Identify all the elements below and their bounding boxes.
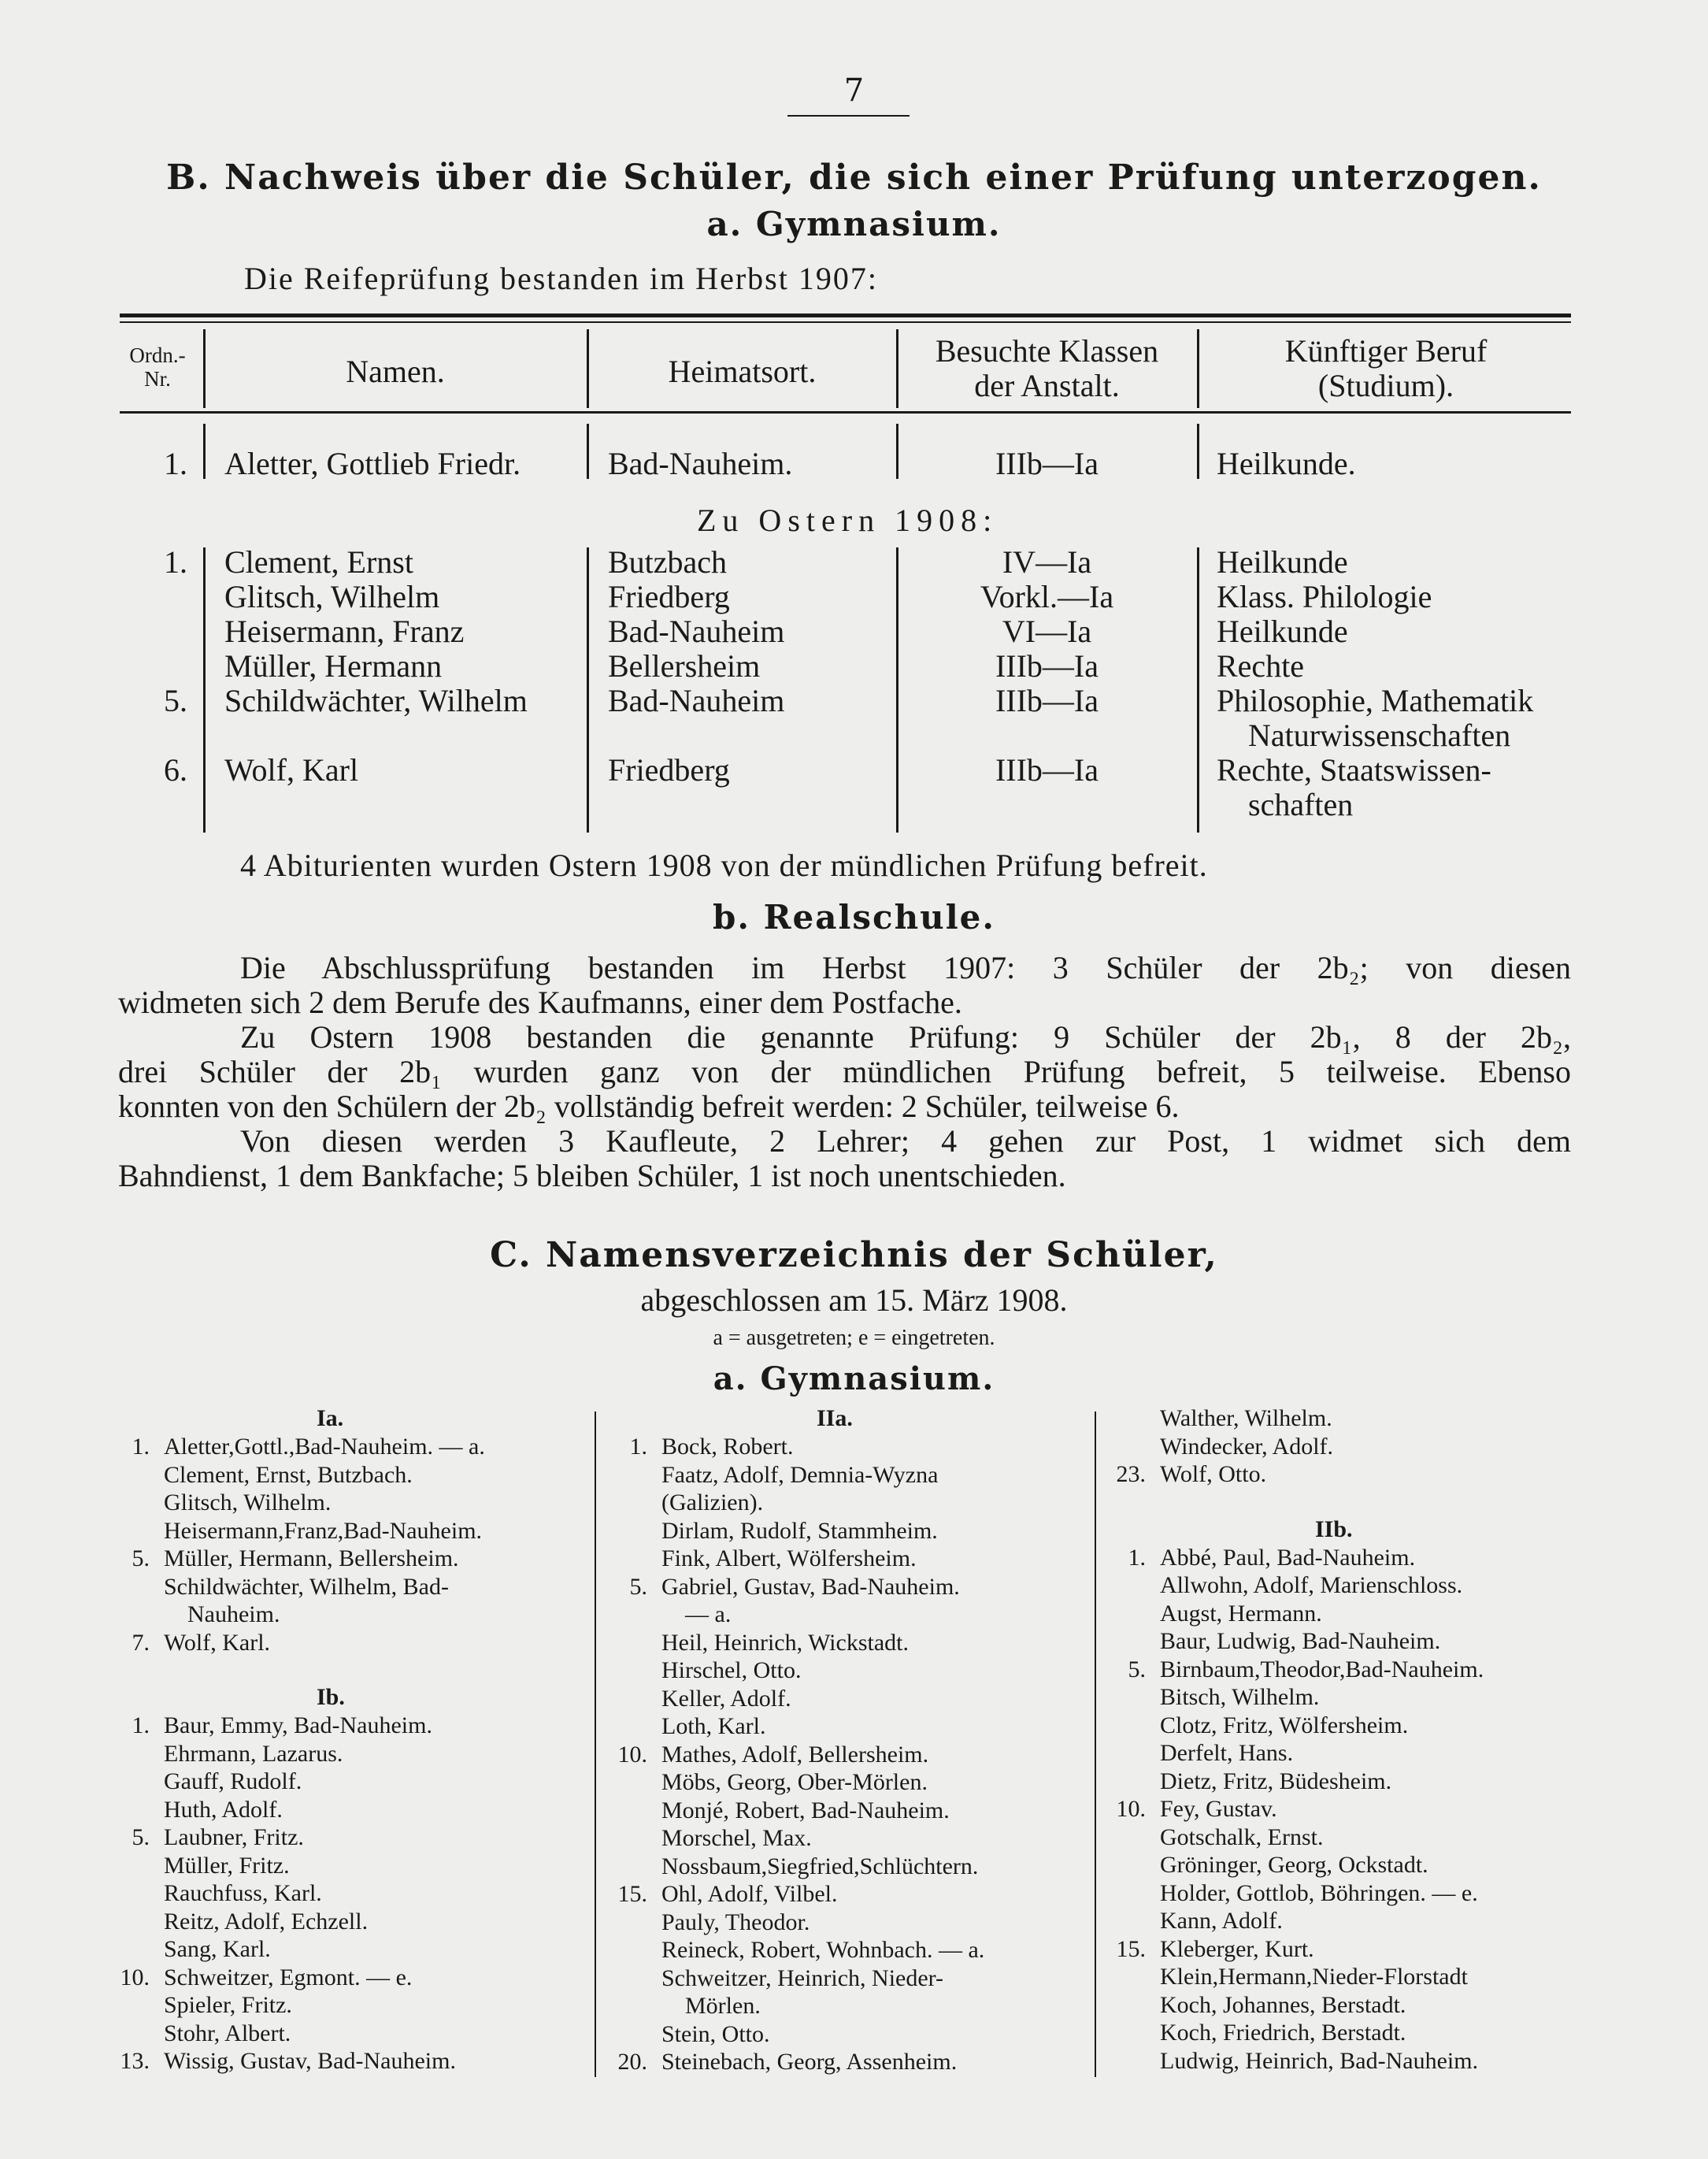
list-item (608, 1601, 1080, 1629)
list-item (110, 1908, 583, 1936)
list-item (1106, 1879, 1579, 1908)
ostern-sep-1 (203, 547, 206, 833)
real-line-2: widmeten sich 2 dem Berufe des Kaufmanns, einer dem Postfache. (118, 985, 962, 1020)
list-item-text: Heil, Heinrich, Wickstadt. (661, 1629, 909, 1656)
real-line-7: Bahndienst, 1 dem Bankfache; 5 bleiben Schüler, 1 ist noch unentschieden. (118, 1158, 1066, 1193)
list-item (110, 2047, 583, 2076)
list-item-text: Gauff, Rudolf. (164, 1768, 302, 1794)
list-item-number: 5. (132, 1824, 150, 1850)
list-item (110, 1545, 583, 1573)
list-item-text: Koch, Johannes, Berstadt. (1160, 1991, 1406, 2018)
list-item-number: 13. (120, 2048, 150, 2074)
list-item (608, 1992, 1080, 2020)
list-item-text: Gröninger, Georg, Ockstadt. (1160, 1852, 1428, 1878)
list-item (608, 2020, 1080, 2049)
name-list-col3 (1106, 1404, 1579, 2075)
list-item-number: 20. (617, 2049, 647, 2075)
list-item-text: Huth, Adolf. (164, 1796, 283, 1823)
list-item (110, 1740, 583, 1768)
herbst-klassen: IIIb—Ia (995, 446, 1099, 481)
list-item (608, 1768, 1080, 1797)
list-item-text: Dietz, Fritz, Büdesheim. (1160, 1768, 1392, 1794)
real-line-5: konnten von den Schülern der 2b₂ vollständig befreit werden: 2 Schüler, teilweise 6. (118, 1089, 1180, 1124)
ostern-sep-3 (896, 547, 898, 833)
list-item-number: 10. (1116, 1796, 1146, 1822)
list-item (1106, 1683, 1579, 1712)
class-heading: IIb. (1315, 1515, 1353, 1542)
list-item-text: Steinebach, Georg, Assenheim. (661, 2049, 958, 2075)
list-item (608, 1517, 1080, 1545)
list-item-text: Fey, Gustav. (1160, 1796, 1277, 1822)
list-gap (110, 1656, 583, 1683)
list-item-text: Ludwig, Heinrich, Bad-Nauheim. (1160, 2047, 1479, 2074)
list-item (110, 1712, 583, 1740)
list-item-text: Mörlen. (661, 1993, 761, 2019)
list-item (608, 1433, 1080, 1461)
section-c-title: C. Namensverzeichnis der Schüler, (490, 1235, 1218, 1275)
row-sep-3 (896, 424, 898, 479)
list-item (1106, 1935, 1579, 1964)
list-item-text: Wissig, Gustav, Bad-Nauheim. (164, 2048, 456, 2074)
list-item (110, 1573, 583, 1601)
col-sep-2 (587, 329, 589, 408)
list-item (608, 2048, 1080, 2076)
list-item (1106, 1823, 1579, 1852)
list-item-text: Schweitzer, Heinrich, Nieder- (661, 1964, 944, 1991)
list-item-text: Bock, Robert. (661, 1434, 794, 1460)
list-item (608, 1461, 1080, 1489)
list-item-text: Baur, Emmy, Bad-Nauheim. (164, 1712, 432, 1738)
section-c-legend: a = ausgetreten; e = eingetreten. (713, 1326, 995, 1350)
list-item (608, 1880, 1080, 1909)
list-item-text: Pauly, Theodor. (661, 1909, 810, 1935)
abiturienten-note: 4 Abiturienten wurden Ostern 1908 von der mündlichen Prüfung befreit. (240, 848, 1208, 883)
col-divider-2 (1095, 1412, 1096, 2077)
list-item-number: 1. (132, 1434, 150, 1460)
list-item-number: 1. (1128, 1544, 1146, 1571)
list-item-text: Fink, Albert, Wölfersheim. (661, 1545, 917, 1571)
ostern-nr-1: 1. (164, 544, 187, 580)
list-item (608, 1629, 1080, 1657)
table-top-rule-thin (120, 321, 1571, 323)
list-item-text: Müller, Fritz. (164, 1852, 290, 1879)
ostern-klassen-5: IIIb—Ia (995, 683, 1099, 718)
list-item-text: Allwohn, Adolf, Marienschloss. (1160, 1572, 1463, 1598)
list-item-text: Heisermann,Franz,Bad-Nauheim. (164, 1517, 483, 1544)
list-item-number: 10. (617, 1741, 647, 1768)
ostern-beruf-5: Philosophie, Mathematik (1217, 683, 1534, 718)
list-item-text: Möbs, Georg, Ober-Mörlen. (661, 1769, 928, 1795)
ostern-heading: Zu Ostern 1908: (697, 503, 998, 538)
list-item (1106, 2047, 1579, 2076)
list-item-text: Gotschalk, Ernst. (1160, 1823, 1324, 1850)
list-item-text: Ehrmann, Lazarus. (164, 1740, 343, 1767)
list-item (608, 1656, 1080, 1685)
list-item-number: 5. (1128, 1656, 1146, 1682)
list-item (1106, 1739, 1579, 1768)
list-item-text: Rauchfuss, Karl. (164, 1880, 322, 1906)
list-item-text: Kleberger, Kurt. (1160, 1935, 1314, 1962)
list-item (1106, 1795, 1579, 1823)
ostern-sep-2 (587, 547, 589, 833)
section-c-subtitle: abgeschlossen am 15. März 1908. (640, 1282, 1068, 1318)
section-b-sub-gymnasium: a. Gymnasium. (706, 205, 1002, 243)
page-number: 7 (843, 72, 865, 109)
list-item-number: 23. (1116, 1461, 1146, 1487)
list-item-text: Walther, Wilhelm. (1160, 1405, 1332, 1431)
ostern-sep-4 (1197, 547, 1199, 833)
ostern-nr-5: 5. (164, 683, 187, 718)
list-item-text: Wolf, Otto. (1160, 1461, 1267, 1487)
list-item (110, 1991, 583, 2020)
list-item-text: Holder, Gottlob, Böhringen. — e. (1160, 1879, 1478, 1906)
row-sep-1 (203, 424, 206, 479)
list-item-text: Hirschel, Otto. (661, 1657, 802, 1683)
list-item-number: 1. (629, 1434, 647, 1460)
list-item (1106, 1433, 1579, 1461)
ostern-klassen-6: IIIb—Ia (995, 752, 1099, 788)
list-item-text: Laubner, Fritz. (164, 1824, 304, 1850)
list-item-number: 15. (617, 1881, 647, 1907)
list-item-text: Loth, Karl. (661, 1713, 766, 1739)
list-item-text: Glitsch, Wilhelm. (164, 1489, 332, 1515)
list-item (1106, 1544, 1579, 1572)
list-item (1106, 1460, 1579, 1489)
list-item (110, 1517, 583, 1545)
list-item-text: Gabriel, Gustav, Bad-Nauheim. (661, 1573, 960, 1600)
col-sep-3 (896, 329, 898, 408)
herbst-nr: 1. (164, 446, 187, 481)
list-item-text: Ohl, Adolf, Vilbel. (661, 1881, 838, 1907)
ostern-beruf-6: Rechte, Staatswissen- (1217, 752, 1491, 788)
ostern-beruf-1: Heilkunde (1217, 544, 1348, 580)
section-b-title: B. Nachweis über die Schüler, die sich einer Prüfung unterzogen. (166, 158, 1542, 198)
list-item (110, 1852, 583, 1880)
list-item (110, 1964, 583, 1992)
list-item-text: Mathes, Adolf, Bellersheim. (661, 1741, 929, 1768)
header-klassen: Besuchte Klassen der Anstalt. (935, 333, 1159, 403)
col-sep-1 (203, 329, 206, 408)
list-item-text: Klein,Hermann,Nieder-Florstadt (1160, 1964, 1468, 1990)
ostern-klassen-1: IV—Ia (1002, 544, 1092, 580)
list-item (1106, 1571, 1579, 1600)
list-item-text: Baur, Ludwig, Bad-Nauheim. (1160, 1628, 1441, 1654)
list-item-number: 5. (132, 1545, 150, 1571)
list-item-text: Reineck, Robert, Wohnbach. — a. (661, 1937, 985, 1963)
list-item-text: — a. (661, 1601, 732, 1627)
list-item (608, 1853, 1080, 1881)
ostern-name-5: Schildwächter, Wilhelm (224, 683, 528, 718)
ostern-name-4: Müller, Hermann (224, 648, 443, 684)
list-item (1106, 1404, 1579, 1433)
class-heading: Ia. (317, 1405, 344, 1431)
list-item-text: Aletter,Gottl.,Bad-Nauheim. — a. (164, 1434, 485, 1460)
list-item (110, 1879, 583, 1908)
ostern-ort-4: Bellersheim (608, 648, 761, 684)
list-item (608, 1909, 1080, 1937)
list-item-text: Reitz, Adolf, Echzell. (164, 1908, 369, 1935)
list-item-number: 7. (132, 1629, 150, 1656)
list-item (110, 2020, 583, 2048)
list-item (1106, 1963, 1579, 1991)
list-item-text: Clement, Ernst, Butzbach. (164, 1461, 413, 1488)
list-item-text: Schildwächter, Wilhelm, Bad- (164, 1573, 449, 1600)
ostern-name-2: Glitsch, Wilhelm (224, 579, 440, 614)
list-item-text: Clotz, Fritz, Wölfersheim. (1160, 1712, 1409, 1738)
list-item (608, 1545, 1080, 1573)
table-header-rule (120, 411, 1571, 414)
ostern-ort-3: Bad-Nauheim (608, 614, 785, 649)
list-item-text: Stein, Otto. (661, 2020, 770, 2047)
ostern-beruf-5b: Naturwissenschaften (1248, 718, 1511, 753)
list-item (608, 1489, 1080, 1517)
list-item-text: Dirlam, Rudolf, Stammheim. (661, 1517, 938, 1544)
page-number-rule (787, 115, 910, 117)
name-list-col1 (110, 1404, 583, 2076)
real-line-1: Die Abschlussprüfung bestanden im Herbst 1907: 3 Schüler der 2b₂; von diesen (240, 950, 1571, 985)
list-item-text: Derfelt, Hans. (1160, 1740, 1294, 1766)
list-item-text: Spieler, Fritz. (164, 1992, 292, 2018)
table-top-rule (120, 313, 1571, 317)
ostern-beruf-2: Klass. Philologie (1217, 579, 1432, 614)
list-item-text: Koch, Friedrich, Berstadt. (1160, 2020, 1406, 2046)
header-heimatsort: Heimatsort. (668, 354, 817, 389)
list-item-number: 5. (629, 1573, 647, 1600)
list-item (1106, 1712, 1579, 1740)
list-item (608, 1685, 1080, 1713)
header-beruf: Künftiger Beruf (Studium). (1284, 333, 1488, 403)
header-namen: Namen. (346, 354, 445, 389)
herbst-name: Aletter, Gottlieb Friedr. (224, 446, 521, 481)
list-item-text: Müller, Hermann, Bellersheim. (164, 1545, 459, 1571)
list-item-text: Schweitzer, Egmont. — e. (164, 1964, 413, 1990)
list-item-text: Windecker, Adolf. (1160, 1433, 1334, 1460)
list-item-text: Birnbaum,Theodor,Bad-Nauheim. (1160, 1656, 1484, 1682)
ostern-ort-1: Butzbach (608, 544, 728, 580)
list-item-text: Faatz, Adolf, Demnia-Wyzna (661, 1461, 939, 1488)
list-item-text: (Galizien). (661, 1489, 764, 1515)
list-item (110, 1823, 583, 1852)
ostern-beruf-6b: schaften (1248, 787, 1354, 822)
reife-intro: Die Reifeprüfung bestanden im Herbst 1907: (244, 261, 878, 296)
list-item (1106, 2019, 1579, 2047)
col-divider-1 (595, 1412, 596, 2077)
ostern-nr-6: 6. (164, 752, 187, 788)
list-item (1106, 1907, 1579, 1935)
list-item (110, 1489, 583, 1517)
list-item (608, 1964, 1080, 1993)
herbst-beruf: Heilkunde. (1217, 446, 1356, 481)
list-item (608, 1797, 1080, 1825)
list-item (1106, 1600, 1579, 1628)
list-item-text: Keller, Adolf. (661, 1685, 791, 1712)
herbst-ort: Bad-Nauheim. (608, 446, 793, 481)
ostern-klassen-4: IIIb—Ia (995, 648, 1099, 684)
row-sep-4 (1197, 424, 1199, 479)
list-item (110, 1768, 583, 1796)
class-heading: Ib. (317, 1684, 345, 1710)
ostern-name-1: Clement, Ernst (224, 544, 413, 580)
list-item (110, 1433, 583, 1461)
list-item-text: Stohr, Albert. (164, 2020, 291, 2046)
list-item (608, 1573, 1080, 1601)
row-sep-2 (587, 424, 589, 479)
list-item (110, 1601, 583, 1629)
ostern-klassen-3: VI—Ia (1002, 614, 1092, 649)
list-item (1106, 1656, 1579, 1684)
list-gap (1106, 1489, 1579, 1515)
list-item-text: Nauheim. (164, 1601, 280, 1627)
list-item-text: Monjé, Robert, Bad-Nauheim. (661, 1797, 950, 1823)
list-item-text: Abbé, Paul, Bad-Nauheim. (1160, 1544, 1416, 1571)
section-c-sub-gymnasium: a. Gymnasium. (713, 1360, 995, 1397)
header-ordn-nr: Ordn.- Nr. (129, 343, 186, 391)
ostern-klassen-2: Vorkl.—Ia (980, 579, 1114, 614)
class-heading: IIa. (817, 1405, 853, 1431)
list-item (110, 1935, 583, 1964)
ostern-ort-2: Friedberg (608, 579, 730, 614)
list-item (110, 1796, 583, 1824)
ostern-beruf-3: Heilkunde (1217, 614, 1348, 649)
list-item-text: Sang, Karl. (164, 1936, 271, 1962)
name-list-col2 (608, 1404, 1080, 2076)
section-b-sub-realschule: b. Realschule. (713, 898, 995, 937)
real-line-4: drei Schüler der 2b₁ wurden ganz von der mündlichen Prüfung befreit, 5 teilweise. Ebenso (118, 1054, 1571, 1089)
real-line-3: Zu Ostern 1908 bestanden die genannte Prüfung: 9 Schüler der 2b₁, 8 der 2b₂, (240, 1019, 1571, 1055)
ostern-ort-5: Bad-Nauheim (608, 683, 785, 718)
real-line-6: Von diesen werden 3 Kaufleute, 2 Lehrer; 4 gehen zur Post, 1 widmet sich dem (240, 1123, 1571, 1159)
list-item-text: Nossbaum,Siegfried,Schlüchtern. (661, 1853, 979, 1879)
list-item-text: Augst, Hermann. (1160, 1600, 1322, 1627)
list-item (608, 1741, 1080, 1769)
list-item-text: Kann, Adolf. (1160, 1908, 1283, 1934)
list-item (608, 1936, 1080, 1964)
list-item-text: Morschel, Max. (661, 1825, 812, 1851)
list-item (1106, 1768, 1579, 1796)
list-item-number: 1. (132, 1712, 150, 1738)
list-item-text: Bitsch, Wilhelm. (1160, 1684, 1320, 1710)
ostern-ort-6: Friedberg (608, 752, 730, 788)
list-item (110, 1629, 583, 1657)
list-item (1106, 1627, 1579, 1656)
ostern-name-3: Heisermann, Franz (224, 614, 465, 649)
ostern-beruf-4: Rechte (1217, 648, 1305, 684)
col-sep-4 (1197, 329, 1199, 408)
list-item-number: 15. (1116, 1935, 1146, 1962)
list-item (110, 1461, 583, 1489)
list-item-text: Wolf, Karl. (164, 1629, 271, 1656)
list-item (1106, 1991, 1579, 2020)
list-item (608, 1712, 1080, 1741)
ostern-name-6: Wolf, Karl (224, 752, 359, 788)
list-item (1106, 1851, 1579, 1879)
list-item-number: 10. (120, 1964, 150, 1990)
list-item (608, 1824, 1080, 1853)
